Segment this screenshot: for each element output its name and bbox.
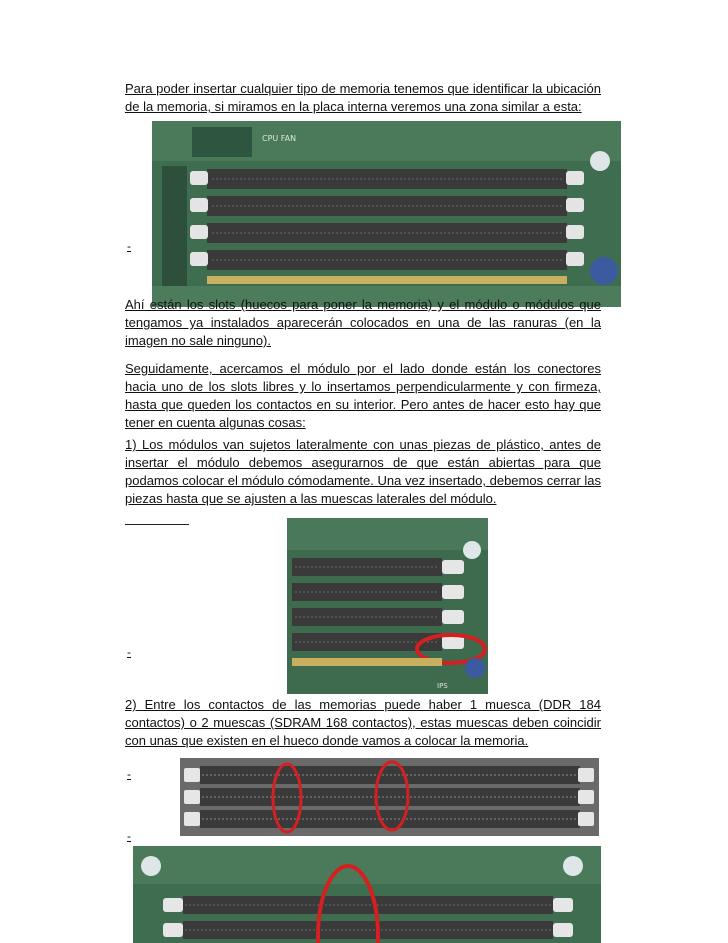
slot-clip-photo (287, 518, 488, 694)
slot-notches-photo (180, 758, 599, 836)
paragraph-slots: Ahí están los slots (huecos para poner la memoria) y el módulo o módulos que tengamos ya instalados aparecerán colocados en una de las ranuras (en la imagen no sale ninguno). (125, 297, 601, 348)
dash-marker-1: - (127, 239, 131, 253)
slot-single-notch-photo (133, 846, 601, 943)
motherboard-slots-photo (152, 121, 621, 307)
paragraph-insert: Seguidamente, acercamos el módulo por el lado donde están los conectores hacia uno de los slots libres y lo insertamos perpendicularmente y con firmeza, hasta que queden los contactos en su interior. Pero antes de hacer esto hay que tener en cuenta algunas cosas: (125, 361, 601, 430)
ips-chip-label: IPS (437, 682, 448, 690)
dash-marker-4: - (127, 829, 131, 843)
cpu-fan-label: CPU FAN (262, 134, 297, 143)
paragraph-intro: Para poder insertar cualquier tipo de memoria tenemos que identificar la ubicación de la memoria, si miramos en la placa interna veremos una zona similar a esta: (125, 81, 601, 114)
paragraph-notches: 2) Entre los contactos de las memorias puede haber 1 muesca (DDR 184 contactos) o 2 muescas (SDRAM 168 contactos), estas muescas deben coincidir con unas que existen en el hueco donde vamos a colocar la memoria. (125, 697, 601, 748)
dash-marker-3: - (127, 767, 131, 781)
paragraph-clips: 1) Los módulos van sujetos lateralmente con unas piezas de plástico, antes de insertar el módulo debemos asegurarnos de que están abiertas para que podamos colocar el módulo cómodamente. Una vez insertado, debemos cerrar las piezas hasta que se ajusten a las muescas laterales del módulo. (125, 437, 601, 506)
separator-line (125, 524, 189, 525)
dash-marker-2: - (127, 645, 131, 659)
